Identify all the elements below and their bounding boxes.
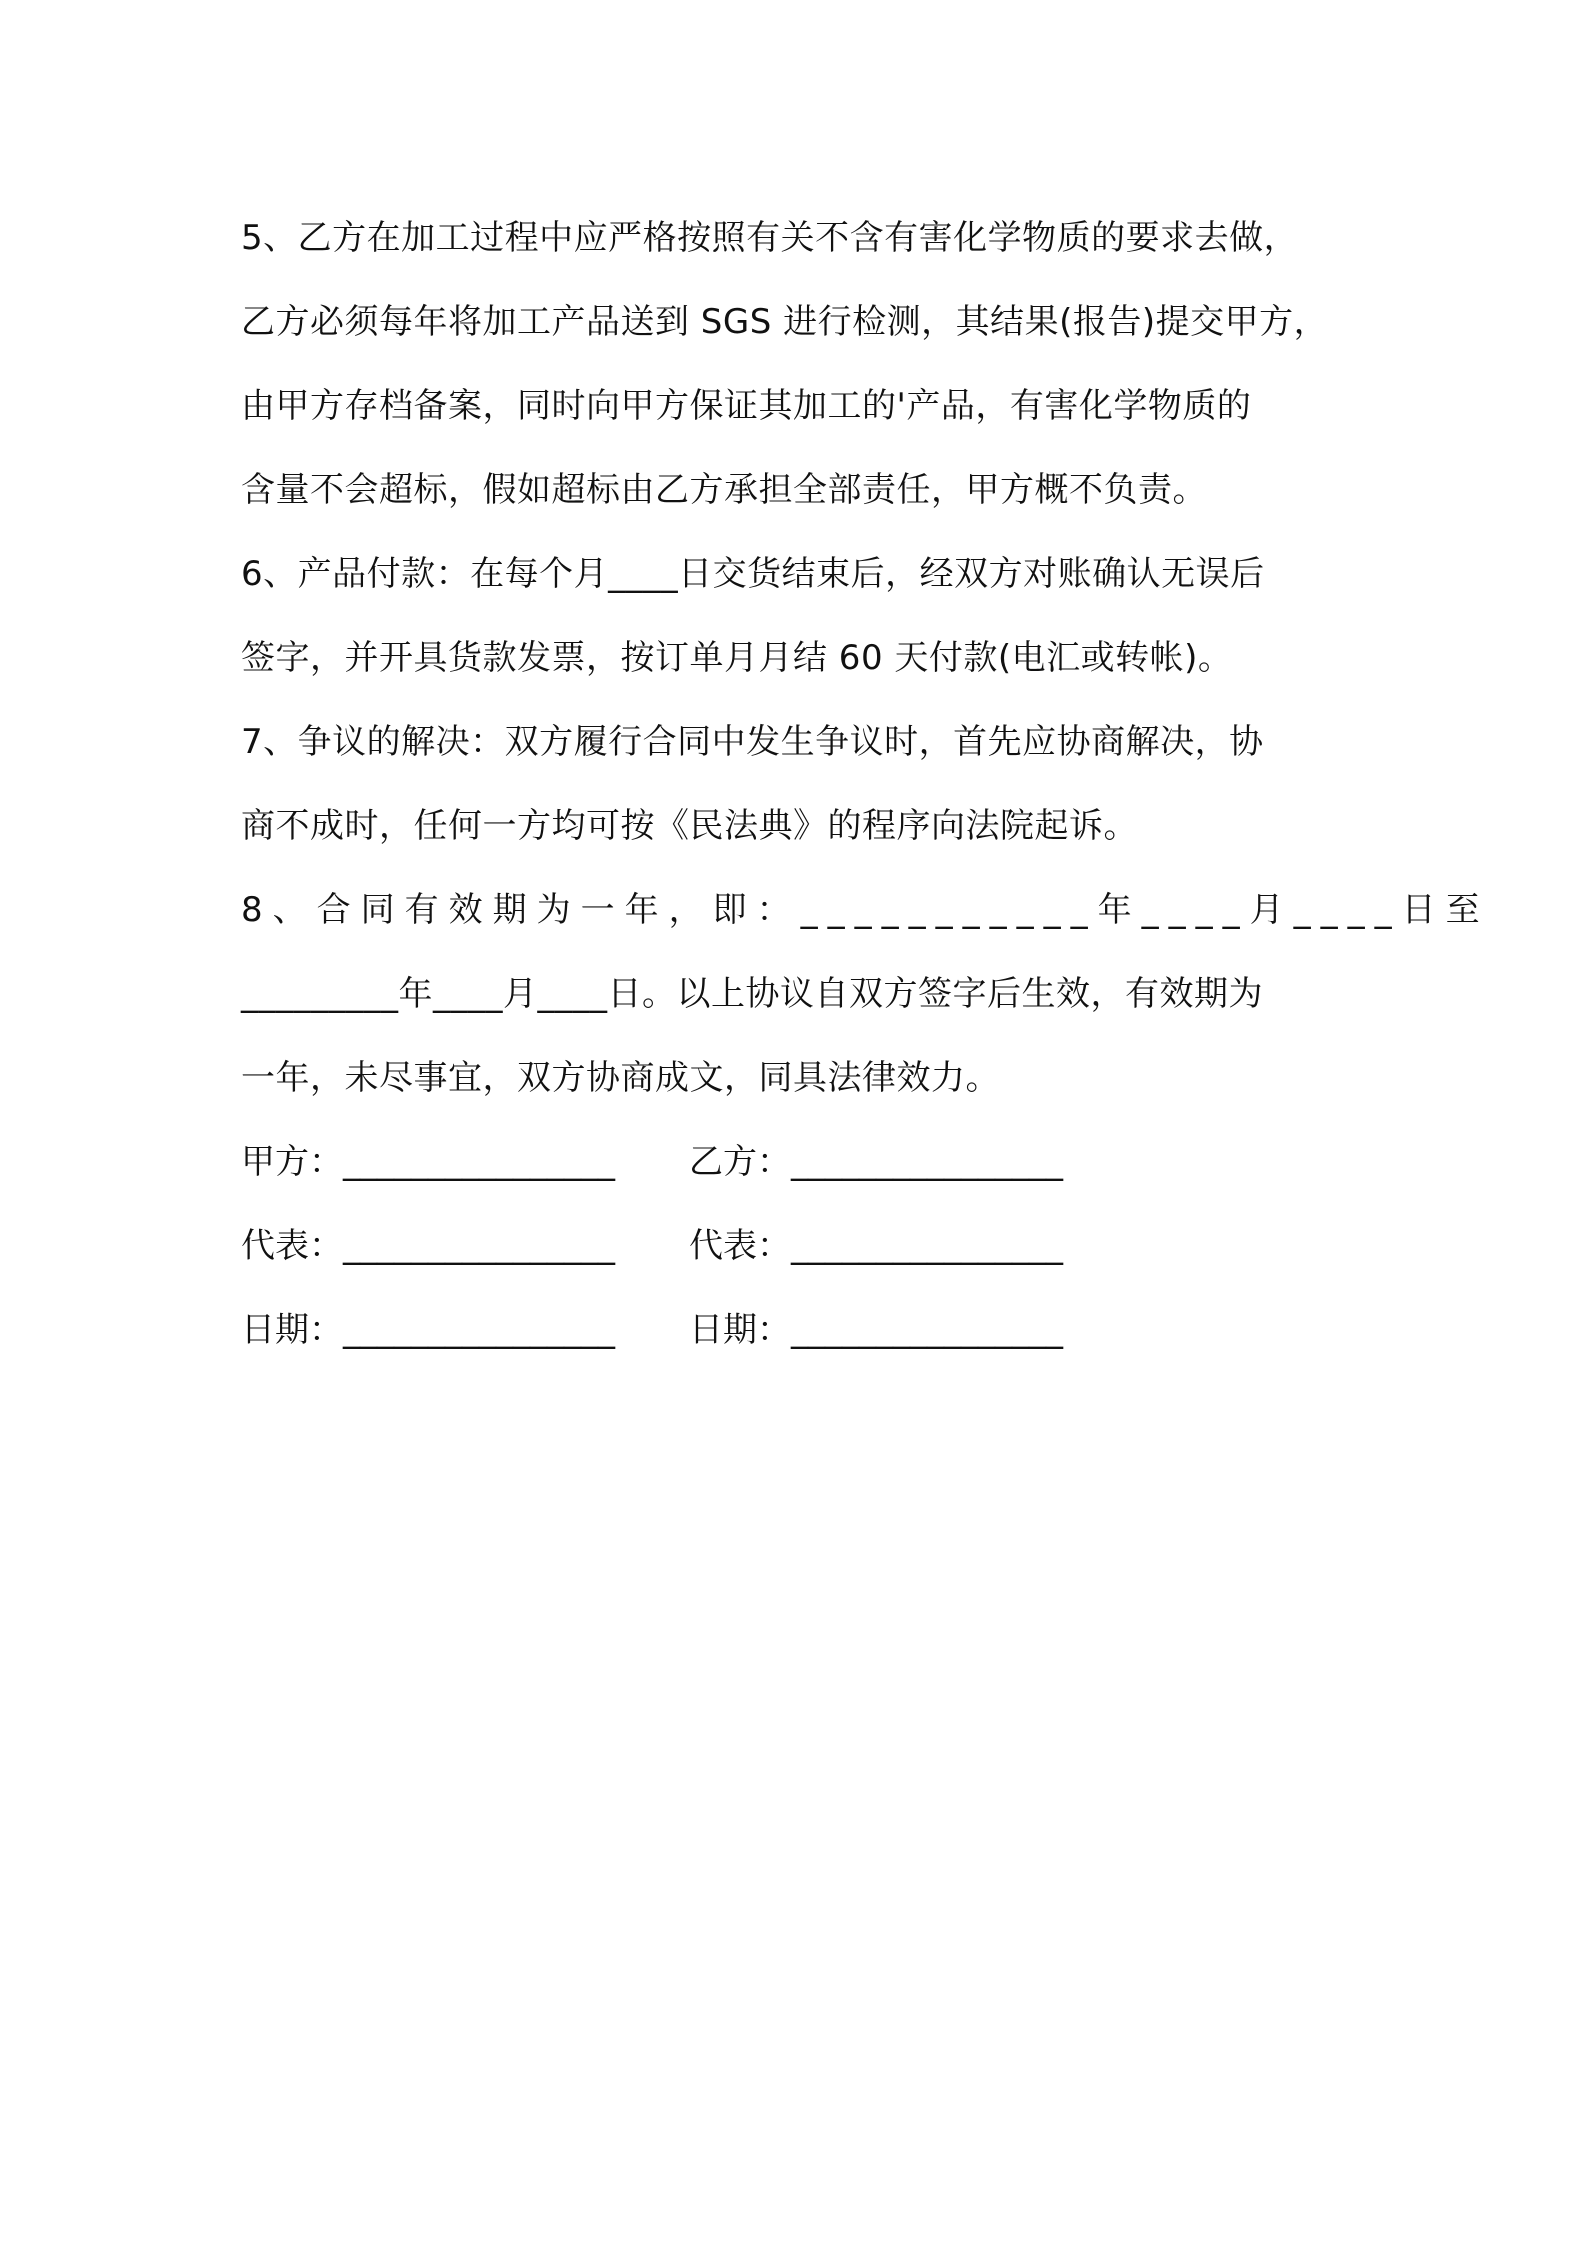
- text-line: 由甲方存档备案，同时向甲方保证其加工的'产品，有害化学物质的: [241, 386, 1252, 426]
- party-a-signature: 甲方：________________: [241, 1142, 615, 1182]
- clause-6: [241, 532, 1369, 700]
- party-b-signature: 乙方：________________: [689, 1142, 1063, 1182]
- text-line: 7、争议的解决：双方履行合同中发生争议时，首先应协商解决，协: [241, 722, 1264, 762]
- text-line: 8、合同有效期为一年，即：___________年____月____日至: [241, 890, 1490, 930]
- clause-7: [241, 700, 1369, 868]
- text-line: 签字，并开具货款发票，按订单月月结 60 天付款(电汇或转帐)。: [241, 638, 1233, 678]
- party-b-representative: 代表：________________: [689, 1226, 1063, 1266]
- text-line: 乙方必须每年将加工产品送到 SGS 进行检测，其结果(报告)提交甲方，: [241, 302, 1329, 342]
- signature-row-party: [241, 1120, 1369, 1204]
- signature-row-representative: [241, 1204, 1369, 1288]
- text-line: 一年，未尽事宜，双方协商成文，同具法律效力。: [241, 1058, 1000, 1098]
- text-line: 6、产品付款：在每个月____日交货结束后，经双方对账确认无误后: [241, 554, 1265, 594]
- contract-body: [241, 196, 1490, 1372]
- signature-block: [241, 1120, 1369, 1372]
- text-line: 商不成时，任何一方均可按《民法典》的程序向法院起诉。: [241, 806, 1138, 846]
- text-line: 5、乙方在加工过程中应严格按照有关不含有害化学物质的要求去做，: [241, 218, 1299, 258]
- clause-8: [241, 868, 1490, 1120]
- text-line: _________年____月____日。以上协议自双方签字后生效，有效期为: [241, 974, 1263, 1014]
- clause-5: [241, 196, 1369, 532]
- text-line: 含量不会超标，假如超标由乙方承担全部责任，甲方概不负责。: [241, 470, 1207, 510]
- party-b-date: 日期：________________: [689, 1310, 1063, 1350]
- party-a-date: 日期：________________: [241, 1310, 615, 1350]
- signature-row-date: [241, 1288, 1369, 1372]
- party-a-representative: 代表：________________: [241, 1226, 615, 1266]
